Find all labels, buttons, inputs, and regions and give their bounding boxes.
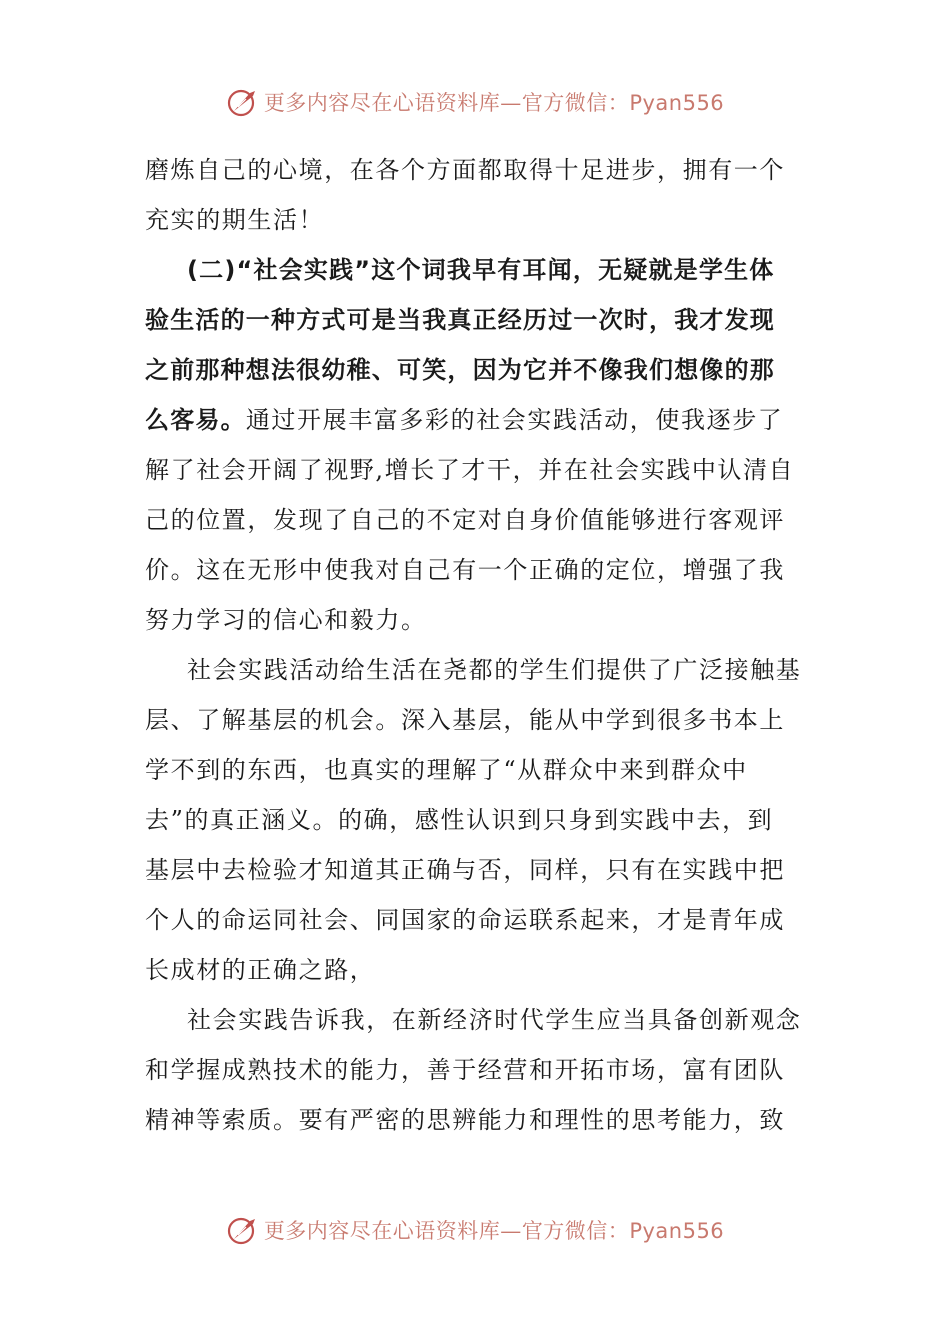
- paragraph-4: [145, 995, 805, 1145]
- text-line: 基层中去检验才知道其正确与否，同样，只有在实践中把: [145, 856, 785, 884]
- paragraph-3: [145, 645, 805, 995]
- text-line: 磨炼自己的心境，在各个方面都取得十足进步，拥有一个: [145, 156, 785, 184]
- bold-tail: 么客易。: [145, 406, 246, 434]
- text-line: 努力学习的信心和毅力。: [145, 606, 427, 634]
- paragraph-1: [145, 145, 805, 245]
- quill-pen-circle-icon: [226, 1213, 260, 1247]
- header-banner-text: 更多内容尽在心语资料库—官方微信：Pyan556: [263, 91, 725, 115]
- text-line: 个人的命运同社会、同国家的命运联系起来，才是青年成: [145, 906, 785, 934]
- text-line: [145, 395, 805, 445]
- footer-banner-text: 更多内容尽在心语资料库—官方微信：Pyan556: [263, 1219, 725, 1243]
- text-line: 解了社会开阔了视野,增长了才干，并在社会实践中认清自: [145, 456, 795, 484]
- text-line: 层、了解基层的机会。深入基层，能从中学到很多书本上: [145, 706, 785, 734]
- text-line: 精神等索质。要有严密的思辨能力和理性的思考能力，致: [145, 1106, 785, 1134]
- text-line: 充实的期生活！: [145, 206, 325, 234]
- text-line: 己的位置，发现了自己的不定对自身价值能够进行客观评: [145, 506, 785, 534]
- text-line: 学不到的东西，也真实的理解了“从群众中来到群众中: [145, 756, 748, 784]
- document-body: [145, 145, 805, 1145]
- text-line: 社会实践活动给生活在尧都的学生们提供了广泛接触基: [187, 656, 802, 684]
- bold-text-line: 之前那种想法很幼稚、可笑，因为它并不像我们想像的那: [145, 356, 775, 384]
- text-line: 社会实践告诉我，在新经济时代学生应当具备创新观念: [187, 1006, 802, 1034]
- text-span: 通过开展丰富多彩的社会实践活动，使我逐步了: [245, 406, 784, 434]
- text-line: 价。这在无形中使我对自己有一个正确的定位，增强了我: [145, 556, 785, 584]
- header-banner: [0, 82, 950, 122]
- paragraph-2: [145, 245, 805, 645]
- bold-text-line: (二)“社会实践”这个词我早有耳闻，无疑就是学生体: [187, 256, 775, 284]
- footer-banner: [0, 1210, 950, 1250]
- text-line: 长成材的正确之路，: [145, 956, 376, 984]
- text-line: 和学握成熟技术的能力，善于经营和开拓市场，富有团队: [145, 1056, 785, 1084]
- text-line: 去”的真正涵义。的确，感性认识到只身到实践中去，到: [145, 806, 774, 834]
- bold-text-line: 验生活的一种方式可是当我真正经历过一次时，我才发现: [145, 306, 775, 334]
- quill-pen-circle-icon: [226, 85, 260, 119]
